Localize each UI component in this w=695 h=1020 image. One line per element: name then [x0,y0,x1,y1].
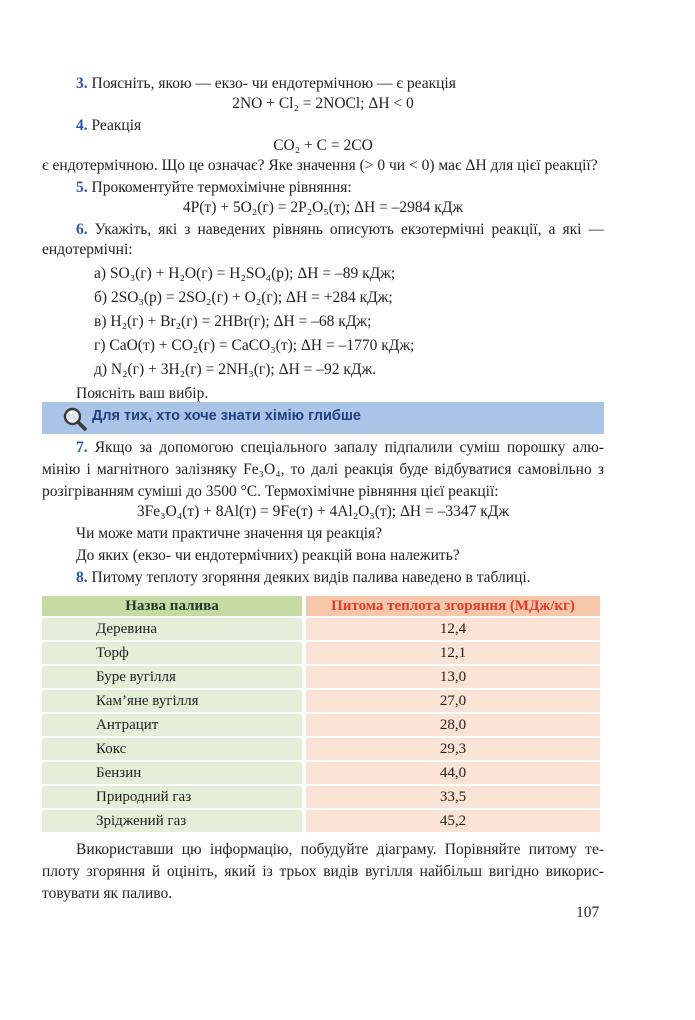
question-number: 4. [76,117,88,134]
fuel-value: 13,0 [306,666,600,688]
fuel-value: 12,1 [306,642,600,664]
fuel-value: 27,0 [306,690,600,712]
question-text: є ендотермічною. Що це означає? Яке значення (> 0 чи < 0) має ΔH для цієї реакції? [42,157,598,174]
equation: 3Fe₃O₄(т) + 8Al(т) = 9Fe(т) + 4Al₂O₃(т); ΔH = –3347 кДж [136,503,510,520]
page-number: 107 [576,904,600,921]
question-number: 5. [76,179,88,196]
question-number: 8. [76,569,88,586]
fuel-value: 45,2 [306,810,600,832]
equation-item: б) 2SO₃(р) = 2SO₂(г) + O₂(г); ΔH = +284 кДж; [94,289,393,306]
fuel-value: 12,4 [306,618,600,640]
question-text: Прокоментуйте термохімічне рівняння: [87,179,352,196]
fuel-value: 29,3 [306,738,600,760]
question-text: До яких (екзо- чи ендотермічних) реакцій вона належить? [76,547,460,564]
table-row [42,642,600,664]
fuel-value: 28,0 [306,714,600,736]
table-row [42,714,600,736]
banner-title: Для тих, хто хоче знати хімію глибше [92,408,361,424]
question-7 [42,438,604,458]
table-row [42,666,600,688]
question-8 [76,568,531,588]
equation-item: а) SO₃(г) + H₂O(г) = H₂SO₄(р); ΔH = –89 кДж; [94,265,396,282]
question-text: мінію і магнітного залізняку Fe₃O₄, то далі реакція буде відбуватися самовільно з [42,461,604,478]
magnifier-icon [62,406,88,432]
fuel-name: Зріджений газ [42,810,306,832]
equation: 4P(т) + 5O₂(г) = 2P₂O₅(т); ΔH = –2984 кДж [182,199,464,216]
table-row [42,618,600,640]
table-row [42,690,600,712]
table-header-row [42,596,600,616]
question-6 [42,220,604,240]
question-number: 6. [76,221,88,238]
final-text: Використавши цю інформацію, побудуйте діаграму. Порівняйте питому те- [76,841,604,858]
equation: CO₂ + C = 2CO [273,137,373,154]
table-row [42,762,600,784]
question-text: Питому теплоту згоряння деяких видів палива наведено в таблиці. [87,569,531,586]
fuel-name: Торф [42,642,306,664]
table-row [42,786,600,808]
fuel-table [42,594,600,834]
final-paragraph-line: плоту згоряння й оцініть, який із трьох видів вугілля найбільш вигідно викорис- [42,863,604,880]
question-text: Реакція [87,117,142,134]
question-text: Якщо за допомогою спеціального запалу підпалили суміш порошку алю- [87,439,604,456]
fuel-name: Антрацит [42,714,306,736]
section-banner [42,402,604,434]
question-text: Чи може мати практичне значення ця реакція? [76,525,383,542]
final-paragraph-line: товувати як паливо. [42,885,173,902]
table-row [42,738,600,760]
question-text: Поясніть, якою — екзо- чи ендотермічною — є реакція [87,75,456,92]
column-header-fuel: Назва палива [42,596,306,616]
equation-item: д) N₂(г) + 3H₂(г) = 2NH₃(г); ΔH = –92 кДж. [94,361,377,378]
question-text: ендотермічні: [42,241,133,258]
equation-item: г) CaO(т) + CO₂(г) = CaCO₃(т); ΔH = –1770 кДж; [94,337,415,354]
column-header-heat: Питома теплота згоряння (МДж/кг) [306,596,600,616]
question-text: Поясніть ваш вибір. [76,385,209,402]
table-row [42,810,600,832]
fuel-name: Природний газ [42,786,306,808]
question-3 [76,74,456,94]
fuel-name: Кокс [42,738,306,760]
fuel-name: Деревина [42,618,306,640]
question-number: 3. [76,75,88,92]
final-paragraph-line [42,840,604,860]
fuel-value: 33,5 [306,786,600,808]
fuel-name: Бензин [42,762,306,784]
question-number: 7. [76,439,88,456]
equation-item: в) H₂(г) + Br₂(г) = 2HBr(г); ΔH = –68 кДж; [94,313,372,330]
question-text: Укажіть, які з наведених рівнянь описують екзотермічні реакції, а які — [87,221,604,238]
fuel-name: Буре вугілля [42,666,306,688]
question-5 [76,178,352,198]
fuel-value: 44,0 [306,762,600,784]
question-text: розігріванням суміші до 3500 °С. Термохімічне рівняння цієї реакції: [42,483,499,500]
fuel-name: Кам’яне вугілля [42,690,306,712]
question-4 [76,116,141,136]
equation: 2NO + Cl₂ = 2NOCl; ΔH < 0 [232,95,414,112]
